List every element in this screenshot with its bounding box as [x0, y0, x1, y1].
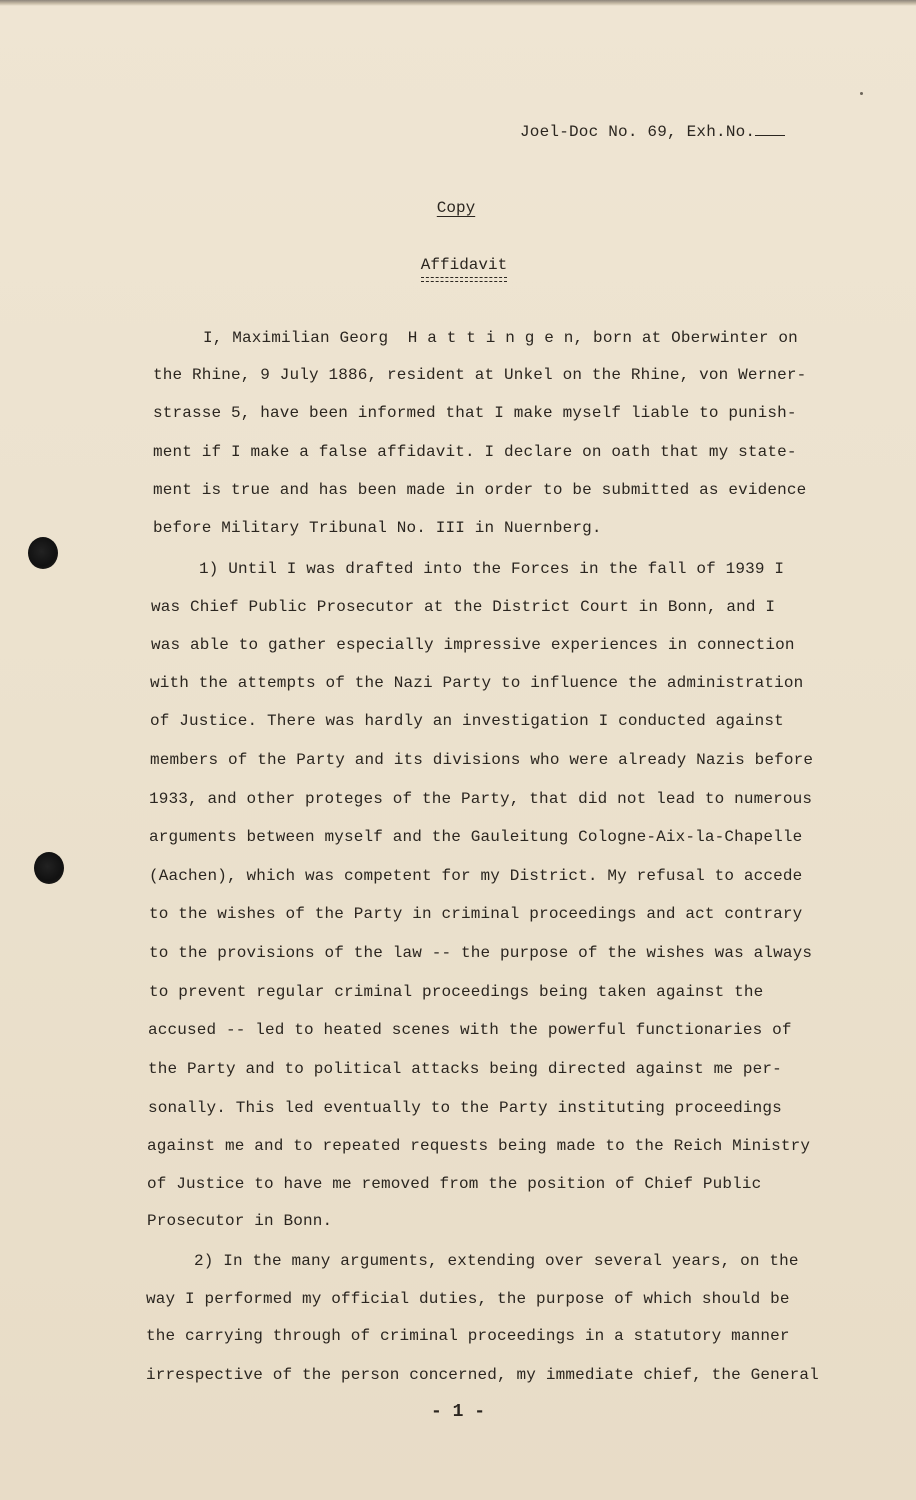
text-line: members of the Party and its divisions who were already Nazis before	[150, 751, 814, 769]
text-line: of Justice to have me removed from the position of Chief Public	[147, 1175, 762, 1193]
text-line: was able to gather especially impressive experiences in connection	[151, 636, 795, 654]
text-line: 2) In the many arguments, extending over several years, on the	[194, 1252, 799, 1270]
text-line: ment is true and has been made in order to be submitted as evidence	[153, 481, 807, 499]
punch-hole-upper	[28, 537, 58, 569]
text-line: strasse 5, have been informed that I make myself liable to punish-	[153, 404, 797, 422]
text-line: the Party and to political attacks being directed against me per-	[148, 1060, 782, 1078]
copy-heading	[0, 199, 914, 217]
text-line: (Aachen), which was competent for my District. My refusal to accede	[149, 867, 803, 885]
text-line: irrespective of the person concerned, my immediate chief, the General	[146, 1366, 819, 1384]
document-reference	[520, 121, 785, 141]
page-number: - 1 -	[430, 1402, 485, 1422]
text-line: I, Maximilian Georg H a t t i n g e n, born at Oberwinter on	[203, 329, 798, 347]
text-line: to prevent regular criminal proceedings being taken against the	[149, 983, 764, 1001]
text-line: to the wishes of the Party in criminal proceedings and act contrary	[149, 905, 803, 923]
text-line: to the provisions of the law -- the purpose of the wishes was always	[149, 944, 813, 962]
page-top-edge	[0, 0, 916, 6]
text-line: arguments between myself and the Gauleitung Cologne-Aix-la-Chapelle	[149, 828, 803, 846]
text-line: the Rhine, 9 July 1886, resident at Unkel on the Rhine, von Werner-	[153, 366, 807, 384]
affidavit-title	[6, 256, 916, 278]
document-reference-text: Joel-Doc No. 69, Exh.No.	[520, 123, 756, 141]
text-line: the carrying through of criminal proceedings in a statutory manner	[146, 1327, 790, 1345]
punch-hole-lower	[34, 852, 64, 884]
text-line: was Chief Public Prosecutor at the District Court in Bonn, and I	[151, 598, 776, 616]
text-line: before Military Tribunal No. III in Nuernberg.	[153, 519, 602, 537]
text-line: of Justice. There was hardly an investigation I conducted against	[150, 712, 784, 730]
text-line: 1) Until I was drafted into the Forces in the fall of 1939 I	[199, 560, 785, 578]
text-line: Prosecutor in Bonn.	[147, 1212, 333, 1230]
copy-heading-text: Copy	[436, 199, 476, 217]
text-line: 1933, and other proteges of the Party, that did not lead to numerous	[149, 790, 813, 808]
text-line: way I performed my official duties, the purpose of which should be	[146, 1290, 790, 1308]
text-line: sonally. This led eventually to the Party instituting proceedings	[148, 1099, 782, 1117]
affidavit-title-text: Affidavit	[421, 256, 507, 278]
text-line: against me and to repeated requests being made to the Reich Ministry	[147, 1137, 811, 1155]
text-line: with the attempts of the Nazi Party to influence the administration	[150, 674, 804, 692]
paper-speck	[860, 92, 863, 95]
exhibit-number-blank	[755, 121, 785, 136]
text-line: ment if I make a false affidavit. I declare on oath that my state-	[153, 443, 797, 461]
text-line: accused -- led to heated scenes with the powerful functionaries of	[148, 1021, 792, 1039]
